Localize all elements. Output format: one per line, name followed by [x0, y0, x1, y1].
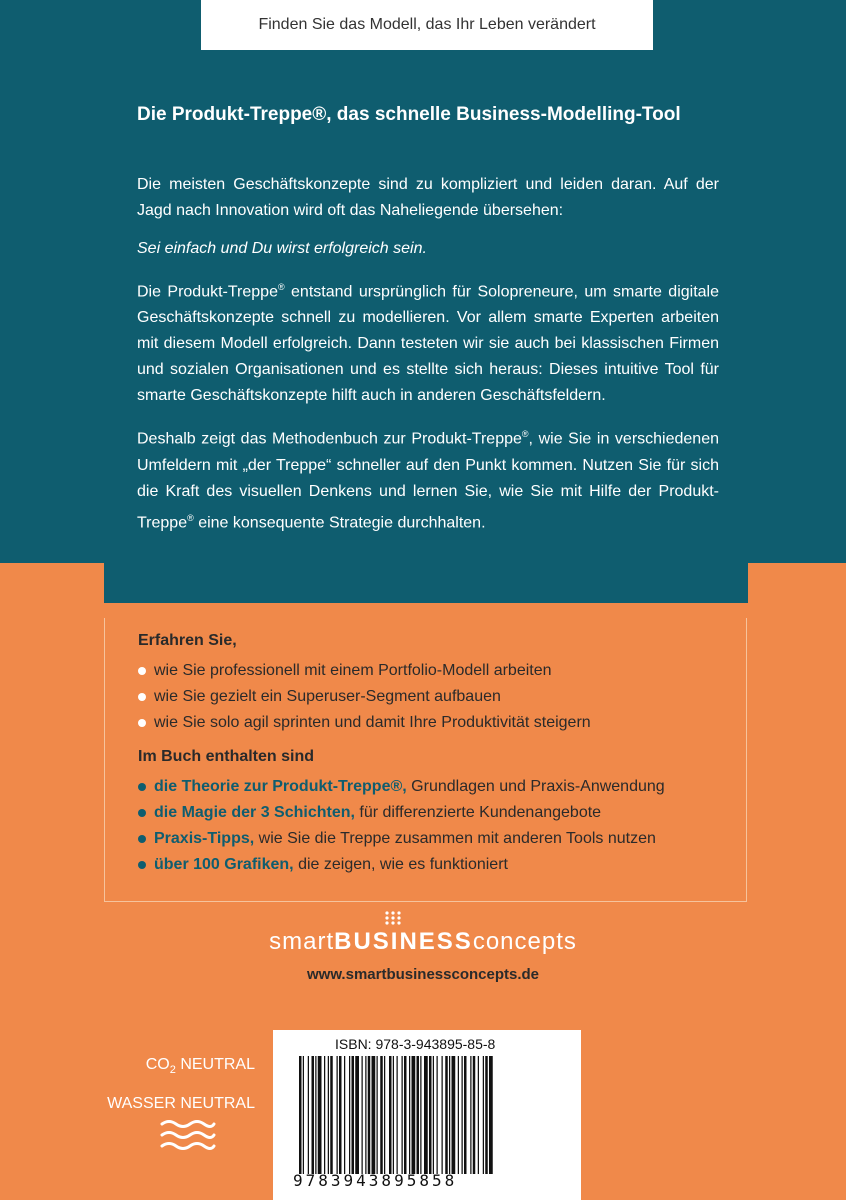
barcode-bar: [429, 1056, 432, 1174]
barcode-icon: [299, 1056, 555, 1174]
barcode-bar: [404, 1056, 407, 1174]
brand-dots-icon: [384, 910, 404, 926]
barcode-bar: [328, 1056, 329, 1174]
barcode-bar: [462, 1056, 463, 1174]
registered-mark: ®: [521, 429, 529, 440]
barcode-bar: [485, 1056, 488, 1174]
barcode-bar: [372, 1056, 376, 1174]
barcode-bar: [389, 1056, 392, 1174]
teal-panel-extension: [104, 563, 748, 603]
contents-item: [138, 852, 738, 878]
intro-text: [137, 172, 719, 548]
barcode-bar: [442, 1056, 443, 1174]
intro-paragraph-4: [137, 421, 719, 536]
contents-list: [138, 774, 738, 878]
intro-p4-end: eine konsequente Strategie durchhalten.: [193, 513, 486, 531]
brand-part-1: smart: [269, 928, 335, 955]
barcode-bar: [303, 1056, 304, 1174]
contents-rest: wie Sie die Treppe zusammen mit anderen Tools nutzen: [254, 830, 656, 847]
barcode-bar: [355, 1056, 359, 1174]
co2-subscript: 2: [169, 1064, 176, 1077]
barcode-bar: [312, 1056, 315, 1174]
brand-part-2: BUSINESS: [334, 928, 473, 955]
barcode-bar: [417, 1056, 420, 1174]
intro-p4-start: Deshalb zeigt das Methodenbuch zur Produkt-Treppe: [137, 430, 522, 448]
co2-neutral-label: [100, 1048, 255, 1087]
barcode-bar: [308, 1056, 309, 1174]
barcode-bar: [315, 1056, 316, 1174]
barcode-bar: [349, 1056, 350, 1174]
contents-item: [138, 774, 738, 800]
learn-item: wie Sie gezielt ein Superuser-Segment aufbauen: [138, 684, 738, 710]
barcode-bar: [380, 1056, 383, 1174]
barcode-bar: [458, 1056, 459, 1174]
barcode-bar: [424, 1056, 428, 1174]
intro-motto: Sei einfach und Du wirst erfolgreich sein.: [137, 240, 427, 257]
book-title: Die Produkt-Treppe®, das schnelle Business-Modelling-Tool: [137, 104, 681, 125]
contents-item: [138, 826, 738, 852]
learn-heading: Erfahren Sie,: [138, 632, 237, 649]
barcode-bar: [324, 1056, 325, 1174]
learn-item: wie Sie professionell mit einem Portfolio-Modell arbeiten: [138, 658, 738, 684]
website-url: www.smartbusinessconcepts.de: [306, 966, 540, 983]
barcode-bar: [344, 1056, 345, 1174]
contents-highlight: über 100 Grafiken,: [154, 856, 294, 873]
intro-p3-rest: entstand ursprünglich für Solopreneure, um smarte digitale Geschäftskonzepte schnell zu modellieren. Vor allem smarte Experten arbeiten mit diesem Modell erfolgreich. Dann testeten wir sie auch bei klassischen Firmen und sozialen Organisationen und es stellte sich heraus: Dieses intuitive Tool für smarte Geschäftskonzepte hilft auch in anderen Geschäftsfeldern.: [137, 283, 719, 405]
intro-paragraph-1: Die meisten Geschäftskonzepte sind zu kompliziert und leiden daran. Auf der Jagd nach Innovation wird oft das Naheliegende übersehen:: [137, 176, 719, 219]
barcode-bar: [330, 1056, 333, 1174]
barcode-bar: [339, 1056, 342, 1174]
contents-rest: für differenzierte Kundenangebote: [354, 804, 602, 821]
co2-neutral-text: NEUTRAL: [175, 1056, 255, 1073]
barcode-bar: [433, 1056, 434, 1174]
barcode-bar: [483, 1056, 484, 1174]
contents-rest: die zeigen, wie es funktioniert: [293, 856, 508, 873]
intro-p4-mid: , wie Sie in verschiedenen Umfeldern mit „der Treppe“ schneller auf den Punkt kommen. Nutzen Sie für sich die Kraft des visuellen Denkens und lernen Sie, wie Sie mit Hilfe der Produkt-Treppe: [137, 430, 719, 531]
barcode-bar: [449, 1056, 450, 1174]
barcode-bar: [318, 1056, 322, 1174]
learn-list: [138, 658, 738, 736]
barcode-bar: [437, 1056, 438, 1174]
contents-highlight: die Magie der 3 Schichten,: [154, 804, 355, 821]
barcode-bar: [384, 1056, 385, 1174]
barcode-bar: [420, 1056, 421, 1174]
barcode-bar: [377, 1056, 378, 1174]
barcode-bar: [470, 1056, 471, 1174]
barcode-bar: [299, 1056, 302, 1174]
contents-rest: Grundlagen und Praxis-Anwendung: [406, 778, 665, 795]
water-waves-icon: [160, 1118, 216, 1152]
isbn-text: ISBN: 978-3-943895-85-8: [335, 1036, 496, 1052]
contents-heading: Im Buch enthalten sind: [138, 748, 315, 765]
intro-paragraph-3: [137, 274, 719, 409]
barcode-area: [273, 1030, 581, 1200]
barcode-bar: [478, 1056, 479, 1174]
water-neutral-label: WASSER NEUTRAL: [107, 1095, 255, 1113]
brand-logo: [0, 928, 846, 956]
barcode-bar: [464, 1056, 467, 1174]
barcode-bar: [489, 1056, 493, 1174]
barcode-bar: [473, 1056, 476, 1174]
barcode-bar: [368, 1056, 371, 1174]
registered-mark: ®: [277, 282, 285, 292]
barcode-bar: [362, 1056, 363, 1174]
eco-labels: [100, 1048, 255, 1121]
barcode-bar: [452, 1056, 456, 1174]
tagline: Finden Sie das Modell, das Ihr Leben verändert: [201, 0, 653, 50]
brand-part-3: concepts: [472, 928, 577, 955]
contents-item: [138, 800, 738, 826]
contents-highlight: die Theorie zur Produkt-Treppe®,: [154, 778, 407, 795]
ean-number: 9783943895858: [293, 1171, 458, 1190]
features-box: [104, 618, 747, 902]
barcode-bar: [337, 1056, 338, 1174]
contents-highlight: Praxis-Tipps,: [154, 830, 255, 847]
learn-item: wie Sie solo agil sprinten und damit Ihre Produktivität steigern: [138, 710, 738, 736]
barcode-bar: [402, 1056, 403, 1174]
co2-text: CO: [145, 1056, 170, 1073]
barcode-bar: [365, 1056, 366, 1174]
intro-p3-start: Die Produkt-Treppe: [137, 283, 278, 301]
features-content: [138, 628, 738, 886]
barcode-bar: [352, 1056, 355, 1174]
barcode-bar: [397, 1056, 398, 1174]
registered-mark: ®: [187, 512, 194, 523]
barcode-bar: [412, 1056, 416, 1174]
barcode-bar: [445, 1056, 448, 1174]
barcode-bar: [409, 1056, 410, 1174]
barcode-bar: [393, 1056, 394, 1174]
